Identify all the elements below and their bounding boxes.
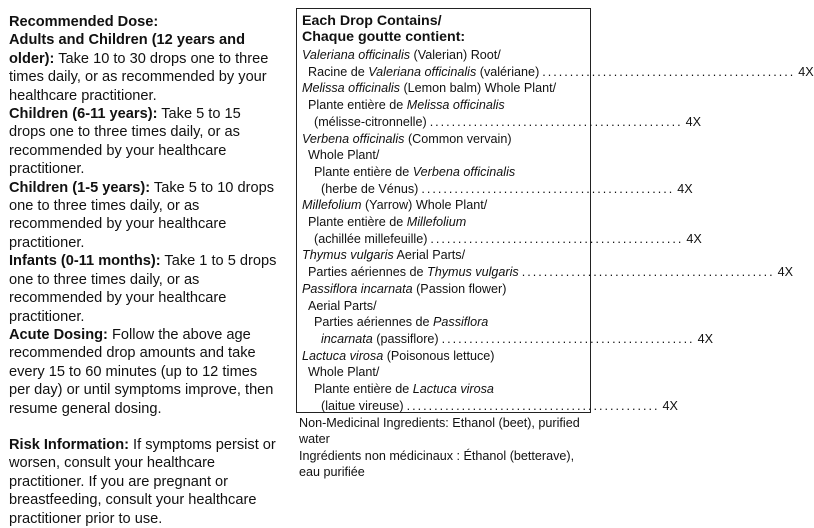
ingredient-verbena-fr: Plante entière de Verbena officinalis <box>314 164 516 179</box>
ingredient-passiflora-fr: Parties aériennes de Passiflora <box>314 315 489 330</box>
non-medicinal-fr: Ingrédients non médicinaux : Éthanol (betterave), eau purifiée <box>299 448 575 479</box>
ingredient-yarrow-fr: Plante entière de Millefolium <box>308 215 467 230</box>
dosage-heading: Recommended Dose: <box>9 14 159 30</box>
ingredient-yarrow-common: (achillée millefeuille) .............................................. 4X <box>314 231 702 246</box>
ingredient-passiflora-part: Aerial Parts/ <box>308 298 377 313</box>
ingredient-melissa-fr: Plante entière de Melissa officinalis <box>308 98 505 113</box>
risk-information: Risk Information: If symptoms persist or worsen, consult your healthcare practitioner. If you are pregnant or breastfeeding, consult your healthcare practitioner prior to use. <box>9 436 276 527</box>
ingredient-valerian-en: Valeriana officinalis (Valerian) Root/ <box>302 48 501 62</box>
non-medicinal-ingredients <box>299 415 591 480</box>
ingredient-passiflora-common: incarnata (passiflore) .............................................. 4X <box>321 331 713 346</box>
potency: 4X <box>697 331 713 346</box>
ingredient-lactuca-fr: Plante entière de Lactuca virosa <box>314 382 494 397</box>
dosage-column <box>9 13 281 528</box>
ingredients-box <box>296 8 814 413</box>
ingredient-verbena-part: Whole Plant/ <box>308 148 380 163</box>
non-medicinal-en: Non-Medicinal Ingredients: Ethanol (beet), purified water <box>299 416 580 447</box>
ingredient-melissa-en: Melissa officinalis (Lemon balm) Whole Plant/ <box>302 81 557 96</box>
ingredients-title: Each Drop Contains/ Chaque goutte contient: <box>302 13 466 45</box>
ingredient-yarrow-en: Millefolium (Yarrow) Whole Plant/ <box>302 198 488 213</box>
potency: 4X <box>686 231 702 246</box>
ingredient-thyme-en: Thymus vulgaris Aerial Parts/ <box>302 248 466 263</box>
ingredient-passiflora-en: Passiflora incarnata (Passion flower) <box>302 281 507 296</box>
potency: 4X <box>685 114 702 129</box>
ingredient-lactuca-part: Whole Plant/ <box>308 365 380 380</box>
dose-infants: Infants (0-11 months): Take 1 to 5 drops one to three times daily, or as recommended by your healthcare practitioner. <box>9 253 277 325</box>
potency: 4X <box>677 181 693 196</box>
dose-children-6-11: Children (6-11 years): Take 5 to 15 drops one to three times daily, or as recommended by your healthcare practitioner. <box>9 106 241 178</box>
ingredient-melissa-common: (mélisse-citronnelle) .............................................. 4X <box>314 114 702 129</box>
ingredient-lactuca-common: (laitue vireuse) .............................................. 4X <box>321 398 678 413</box>
potency: 4X <box>662 398 678 413</box>
ingredient-verbena-common: (herbe de Vénus) .............................................. 4X <box>321 181 693 196</box>
dose-children-1-5: Children (1-5 years): Take 5 to 10 drops one to three times daily, or as recommended by your healthcare practitioner. <box>9 179 274 251</box>
ingredient-valerian-fr: Racine de Valeriana officinalis (valériane) .............................................. 4X <box>308 64 814 79</box>
potency: 4X <box>777 265 794 280</box>
ingredient-lactuca-en: Lactuca virosa (Poisonous lettuce) <box>302 348 495 363</box>
ingredient-thyme-fr: Parties aériennes de Thymus vulgaris .............................................. 4X <box>308 265 794 280</box>
ingredient-verbena-en: Verbena officinalis (Common vervain) <box>302 131 512 146</box>
dose-adults: Adults and Children (12 years and older): Take 10 to 30 drops one to three times daily, or as recommended by your healthcare practitioner. <box>9 32 269 104</box>
potency: 4X <box>798 64 814 79</box>
dose-acute: Acute Dosing: Follow the above age recommended drop amounts and take every 15 to 60 minutes (up to 12 times per day) or until symptoms improve, then resume general dosing. <box>9 326 274 417</box>
